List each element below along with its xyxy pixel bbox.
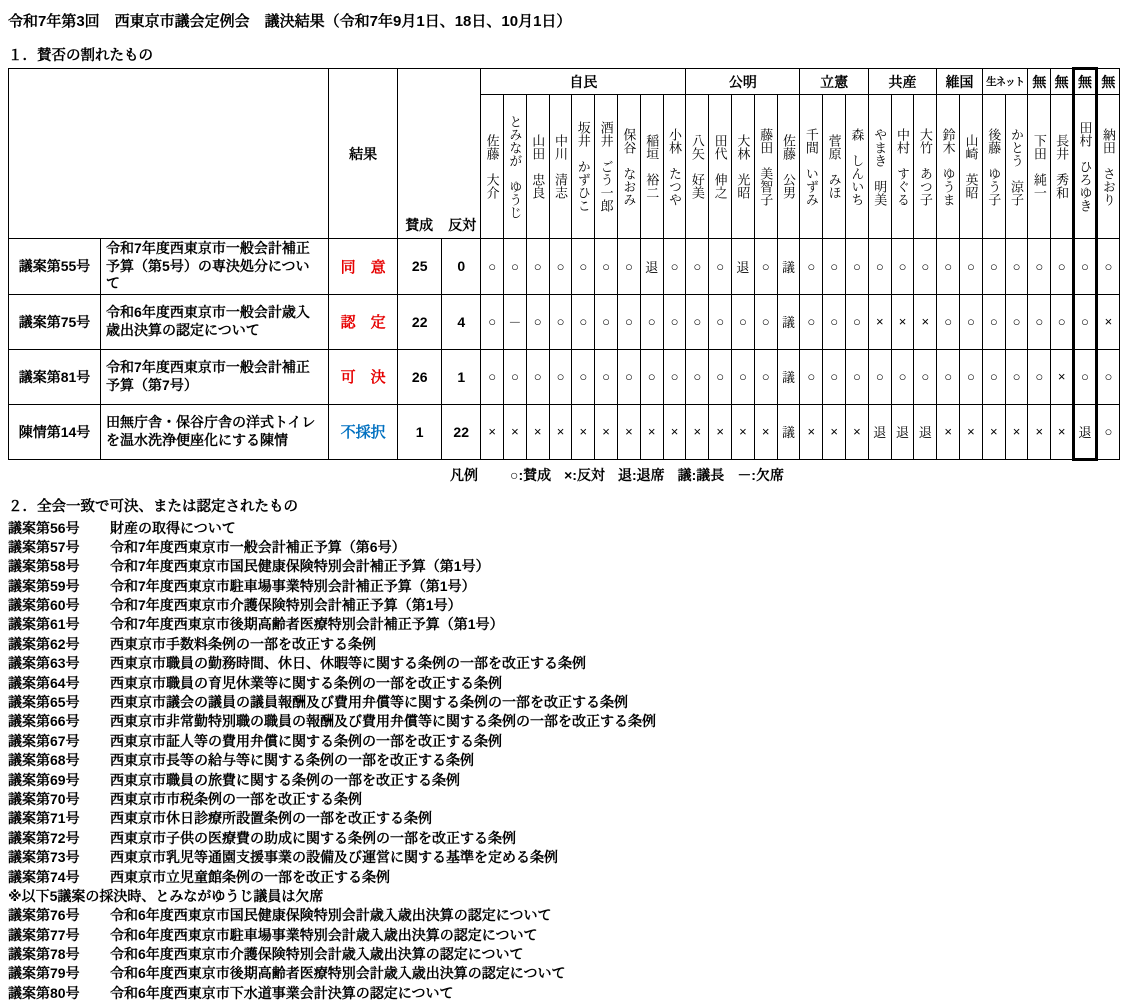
member-name: 稲垣 裕二 <box>645 134 658 199</box>
vote-mark: ○ <box>1096 404 1119 459</box>
vote-mark: ○ <box>846 349 869 404</box>
section2-item-title: 財産の取得について <box>110 519 236 538</box>
member-name-cell <box>595 95 618 239</box>
vote-mark: ○ <box>686 349 709 404</box>
section2-item <box>8 906 1120 925</box>
party-group-header: 生ネット <box>982 69 1028 95</box>
vote-mark: ○ <box>823 239 846 295</box>
vote-mark: ○ <box>754 239 777 295</box>
section2-item-number: 議案第63号 <box>8 654 110 673</box>
section1-heading: １．賛否の割れたもの <box>8 44 1120 65</box>
section2-item-title: 令和6年度西東京市駐車場事業特別会計歳入歳出決算の認定について <box>110 926 538 945</box>
party-group-header: 自民 <box>481 69 686 95</box>
vote-mark: ○ <box>960 349 983 404</box>
vote-mark: 議 <box>777 294 800 349</box>
vote-mark: 議 <box>777 349 800 404</box>
vote-mark: × <box>1051 404 1074 459</box>
section2-item <box>8 557 1120 576</box>
vote-mark: ○ <box>663 294 686 349</box>
vote-mark: ○ <box>1028 239 1051 295</box>
vote-mark: ○ <box>640 294 663 349</box>
member-name: 後藤 ゆう子 <box>987 128 1000 206</box>
section2-item-title: 西東京市乳児等通園支援事業の設備及び運営に関する基準を定める条例 <box>110 848 558 867</box>
section2-item-number: 議案第80号 <box>8 984 110 1003</box>
section2-item-number: 議案第77号 <box>8 926 110 945</box>
vote-mark: × <box>709 404 732 459</box>
vote-mark: ○ <box>686 294 709 349</box>
bill-title: 令和7年度西東京市一般会計補正予算（第5号）の専決処分について <box>101 239 329 295</box>
table-corner-blank <box>9 69 329 239</box>
section2-item <box>8 519 1120 538</box>
section2-item-number: 議案第72号 <box>8 829 110 848</box>
vote-mark: ○ <box>1096 239 1119 295</box>
legend-items <box>510 467 797 483</box>
member-name-cell <box>937 95 960 239</box>
member-name: 鈴木 ゆうま <box>942 128 955 206</box>
member-name: 菅原 みほ <box>828 134 841 199</box>
vote-mark: ○ <box>1074 349 1097 404</box>
vote-mark: ○ <box>800 294 823 349</box>
vote-mark: ○ <box>481 239 504 295</box>
vote-mark: × <box>800 404 823 459</box>
vote-mark: × <box>732 404 755 459</box>
section2-item <box>8 829 1120 848</box>
vote-mark: ○ <box>663 349 686 404</box>
party-group-header: 無 <box>1096 69 1119 95</box>
party-group-header: 無 <box>1028 69 1051 95</box>
legend-label: 凡例 <box>450 467 478 483</box>
section2-item-title: 令和6年度西東京市国民健康保険特別会計歳入歳出決算の認定について <box>110 906 552 925</box>
member-name-cell <box>686 95 709 239</box>
member-name-cell <box>754 95 777 239</box>
vote-mark: ○ <box>1096 349 1119 404</box>
vote-mark: ○ <box>686 239 709 295</box>
vote-mark: ○ <box>800 239 823 295</box>
section2-item-number: 議案第58号 <box>8 557 110 576</box>
vote-mark: ○ <box>846 294 869 349</box>
vote-mark: ○ <box>800 349 823 404</box>
section2-item-title: 令和6年度西東京市後期高齢者医療特別会計歳入歳出決算の認定について <box>110 964 566 983</box>
vote-mark: × <box>937 404 960 459</box>
vote-mark: ○ <box>732 349 755 404</box>
section2-item <box>8 596 1120 615</box>
section2-item-number: 議案第71号 <box>8 809 110 828</box>
party-group-header: 共産 <box>868 69 936 95</box>
member-name-cell <box>960 95 983 239</box>
vote-mark: × <box>1028 404 1051 459</box>
member-name: 酒井 ごう一郎 <box>600 121 613 212</box>
oppose-count: 4 <box>442 294 481 349</box>
member-name-cell <box>846 95 869 239</box>
vote-mark: ○ <box>914 239 937 295</box>
vote-mark: ○ <box>1074 239 1097 295</box>
section2-item-number: 議案第67号 <box>8 732 110 751</box>
member-name: 佐藤 大介 <box>486 134 499 199</box>
section2-item-title: 西東京市非常勤特別職の職員の報酬及び費用弁償等に関する条例の一部を改正する条例 <box>110 712 656 731</box>
vote-mark: × <box>663 404 686 459</box>
vote-mark: ○ <box>868 349 891 404</box>
vote-mark: ○ <box>640 349 663 404</box>
section2-item-title: 令和7年度西東京市一般会計補正予算（第6号） <box>110 538 406 557</box>
member-name-cell <box>800 95 823 239</box>
member-name-cell <box>709 95 732 239</box>
section2-item-title: 西東京市証人等の費用弁償に関する条例の一部を改正する条例 <box>110 732 502 751</box>
member-name-cell <box>777 95 800 239</box>
result-value: 可 決 <box>329 349 398 404</box>
vote-mark: ○ <box>504 349 527 404</box>
section2-item-number: 議案第78号 <box>8 945 110 964</box>
section2-item-number: 議案第76号 <box>8 906 110 925</box>
vote-mark: ○ <box>914 349 937 404</box>
section2-item-title: 令和7年度西東京市介護保険特別会計補正予算（第1号） <box>110 596 462 615</box>
vote-mark: ○ <box>754 294 777 349</box>
vote-mark: × <box>754 404 777 459</box>
member-name: 長井 秀和 <box>1055 134 1068 199</box>
member-name: 小林 たつや <box>668 128 681 206</box>
member-name: やまき 明美 <box>873 128 886 206</box>
vote-mark: ○ <box>846 239 869 295</box>
member-name-cell <box>982 95 1005 239</box>
vote-mark: ○ <box>1051 294 1074 349</box>
member-name: 中村 すぐる <box>896 128 909 206</box>
vote-mark: ○ <box>481 349 504 404</box>
member-name-cell <box>732 95 755 239</box>
member-name-cell <box>1096 95 1119 239</box>
vote-legend <box>450 465 1120 485</box>
member-name: 下田 純一 <box>1033 134 1046 199</box>
bill-title: 令和6年度西東京市一般会計歳入歳出決算の認定について <box>101 294 329 349</box>
member-name: 八矢 好美 <box>691 134 704 199</box>
bill-number: 議案第75号 <box>9 294 101 349</box>
section2-item-number: 議案第70号 <box>8 790 110 809</box>
section2-note: ※以下5議案の採決時、とみながゆうじ議員は欠席 <box>8 887 1120 906</box>
vote-mark: ○ <box>823 349 846 404</box>
member-name: 佐藤 公男 <box>782 134 795 199</box>
member-name: 保谷 なおみ <box>622 128 635 206</box>
vote-mark: － <box>504 294 527 349</box>
vote-mark: × <box>891 294 914 349</box>
member-name-cell <box>1074 95 1097 239</box>
section2-item-title: 令和6年度西東京市介護保険特別会計歳入歳出決算の認定について <box>110 945 524 964</box>
approve-count: 25 <box>398 239 442 295</box>
section2-item-title: 西東京市長等の給与等に関する条例の一部を改正する条例 <box>110 751 474 770</box>
vote-mark: ○ <box>960 239 983 295</box>
member-name-cell <box>1028 95 1051 239</box>
member-name-cell <box>549 95 572 239</box>
vote-mark: × <box>481 404 504 459</box>
vote-mark: ○ <box>891 239 914 295</box>
table-row <box>9 349 1120 404</box>
vote-mark: 退 <box>868 404 891 459</box>
vote-mark: ○ <box>1005 294 1028 349</box>
section2-item <box>8 771 1120 790</box>
vote-mark: 退 <box>891 404 914 459</box>
vote-mark: ○ <box>1028 294 1051 349</box>
section2-item-number: 議案第57号 <box>8 538 110 557</box>
table-row <box>9 294 1120 349</box>
bill-number: 陳情第14号 <box>9 404 101 459</box>
bill-title: 田無庁舎・保谷庁舎の洋式トイレを温水洗浄便座化にする陳情 <box>101 404 329 459</box>
section2-item <box>8 790 1120 809</box>
table-row <box>9 239 1120 295</box>
section2-item <box>8 809 1120 828</box>
vote-mark: × <box>572 404 595 459</box>
section2-item-title: 西東京市職員の勤務時間、休日、休暇等に関する条例の一部を改正する条例 <box>110 654 586 673</box>
section2-item <box>8 693 1120 712</box>
vote-mark: ○ <box>549 239 572 295</box>
section2-item-number: 議案第56号 <box>8 519 110 538</box>
vote-mark: ○ <box>960 294 983 349</box>
vote-mark: 退 <box>1074 404 1097 459</box>
vote-mark: ○ <box>1005 349 1028 404</box>
section2-item <box>8 577 1120 596</box>
member-name-cell <box>572 95 595 239</box>
vote-mark: ○ <box>937 239 960 295</box>
bill-title: 令和7年度西東京市一般会計補正予算（第7号） <box>101 349 329 404</box>
member-name: 山田 忠良 <box>531 134 544 199</box>
vote-mark: 議 <box>777 404 800 459</box>
legend-item: －:欠席 <box>737 467 784 483</box>
section2-item-title: 西東京市市税条例の一部を改正する条例 <box>110 790 362 809</box>
vote-mark: ○ <box>1051 239 1074 295</box>
approve-count: 22 <box>398 294 442 349</box>
section2-item-title: 西東京市子供の医療費の助成に関する条例の一部を改正する条例 <box>110 829 516 848</box>
section2-list <box>8 519 1120 1003</box>
vote-mark: ○ <box>481 294 504 349</box>
section2-item-number: 議案第59号 <box>8 577 110 596</box>
vote-mark: × <box>595 404 618 459</box>
vote-mark: ○ <box>754 349 777 404</box>
vote-table <box>8 67 1120 461</box>
section2-item-number: 議案第74号 <box>8 868 110 887</box>
member-name-cell <box>1051 95 1074 239</box>
section2-item <box>8 674 1120 693</box>
member-name: 千間 いずみ <box>805 128 818 206</box>
bill-number: 議案第81号 <box>9 349 101 404</box>
legend-item: ○:賛成 <box>510 467 551 483</box>
vote-mark: ○ <box>618 294 641 349</box>
section2-item <box>8 945 1120 964</box>
member-name: 大竹 あつ子 <box>919 128 932 206</box>
vote-mark: ○ <box>549 294 572 349</box>
legend-item: ×:反対 <box>564 467 605 483</box>
table-row <box>9 404 1120 459</box>
vote-mark: ○ <box>595 349 618 404</box>
vote-mark: 議 <box>777 239 800 295</box>
result-value: 不採択 <box>329 404 398 459</box>
legend-item: 退:退席 <box>618 467 665 483</box>
member-name: 坂井 かずひこ <box>577 121 590 212</box>
member-name: 田村 ひろゆき <box>1078 121 1091 212</box>
section2-item-number: 議案第66号 <box>8 712 110 731</box>
approve-count: 26 <box>398 349 442 404</box>
vote-mark: ○ <box>823 294 846 349</box>
section2-item <box>8 635 1120 654</box>
vote-mark: ○ <box>572 294 595 349</box>
vote-mark: ○ <box>663 239 686 295</box>
member-name-cell <box>663 95 686 239</box>
vote-mark: ○ <box>595 239 618 295</box>
approve-header-label: 賛成 <box>405 215 433 235</box>
member-name: 納田 さおり <box>1102 128 1115 206</box>
section2-item <box>8 868 1120 887</box>
party-group-header: 無 <box>1051 69 1074 95</box>
member-name: 森 しんいち <box>850 128 863 206</box>
section2-item <box>8 926 1120 945</box>
vote-mark: ○ <box>504 239 527 295</box>
vote-mark: × <box>686 404 709 459</box>
section2-item-title: 西東京市職員の旅費に関する条例の一部を改正する条例 <box>110 771 460 790</box>
section2-item <box>8 964 1120 983</box>
oppose-count: 0 <box>442 239 481 295</box>
vote-mark: × <box>618 404 641 459</box>
member-name-cell <box>526 95 549 239</box>
member-name: かとう 涼子 <box>1010 128 1023 206</box>
vote-mark: ○ <box>937 349 960 404</box>
member-name-cell <box>481 95 504 239</box>
member-name-cell <box>618 95 641 239</box>
member-name-cell <box>914 95 937 239</box>
section2-item <box>8 538 1120 557</box>
result-value: 同 意 <box>329 239 398 295</box>
vote-mark: × <box>640 404 663 459</box>
oppose-count: 22 <box>442 404 481 459</box>
section2 <box>8 495 1120 1003</box>
vote-mark: 退 <box>914 404 937 459</box>
section2-item-title: 令和6年度西東京市下水道事業会計決算の認定について <box>110 984 454 1003</box>
section2-item-title: 西東京市職員の育児休業等に関する条例の一部を改正する条例 <box>110 674 502 693</box>
oppose-header-label: 反対 <box>448 215 476 235</box>
bill-number: 議案第55号 <box>9 239 101 295</box>
member-name: とみなが ゆうじ <box>508 115 521 219</box>
vote-mark: ○ <box>709 239 732 295</box>
vote-mark: ○ <box>868 239 891 295</box>
member-name-cell <box>1005 95 1028 239</box>
section2-item-number: 議案第65号 <box>8 693 110 712</box>
section2-item <box>8 751 1120 770</box>
section2-item-title: 令和7年度西東京市後期高齢者医療特別会計補正予算（第1号） <box>110 615 504 634</box>
section2-item-number: 議案第60号 <box>8 596 110 615</box>
member-name: 大林 光昭 <box>736 134 749 199</box>
section2-item-number: 議案第69号 <box>8 771 110 790</box>
vote-mark: ○ <box>1005 239 1028 295</box>
approve-count: 1 <box>398 404 442 459</box>
section2-item <box>8 712 1120 731</box>
document-title: 令和7年第3回 西東京市議会定例会 議決結果（令和7年9月1日、18日、10月1日） <box>8 10 1120 31</box>
vote-mark: × <box>914 294 937 349</box>
vote-mark: 退 <box>640 239 663 295</box>
vote-mark: ○ <box>618 349 641 404</box>
vote-mark: ○ <box>572 349 595 404</box>
section2-item <box>8 732 1120 751</box>
vote-mark: × <box>504 404 527 459</box>
member-name-cell <box>891 95 914 239</box>
vote-mark: 退 <box>732 239 755 295</box>
vote-mark: ○ <box>709 294 732 349</box>
section2-item <box>8 984 1120 1003</box>
vote-mark: × <box>1096 294 1119 349</box>
member-name-cell <box>504 95 527 239</box>
vote-mark: × <box>1005 404 1028 459</box>
member-name-cell <box>640 95 663 239</box>
section2-item <box>8 654 1120 673</box>
member-name: 中川 清志 <box>554 134 567 199</box>
vote-mark: × <box>868 294 891 349</box>
party-group-header: 無 <box>1074 69 1097 95</box>
member-name: 藤田 美智子 <box>759 128 772 206</box>
result-value: 認 定 <box>329 294 398 349</box>
party-group-header: 維国 <box>937 69 983 95</box>
vote-mark: ○ <box>982 239 1005 295</box>
vote-mark: × <box>960 404 983 459</box>
vote-mark: ○ <box>1074 294 1097 349</box>
vote-mark: ○ <box>549 349 572 404</box>
vote-mark: ○ <box>709 349 732 404</box>
section2-item-number: 議案第61号 <box>8 615 110 634</box>
member-name: 山崎 英昭 <box>964 134 977 199</box>
legend-item: 議:議長 <box>678 467 725 483</box>
vote-mark: × <box>549 404 572 459</box>
member-name: 田代 伸之 <box>714 134 727 199</box>
section2-item <box>8 615 1120 634</box>
vote-mark: ○ <box>937 294 960 349</box>
vote-mark: ○ <box>572 239 595 295</box>
section2-item-number: 議案第64号 <box>8 674 110 693</box>
section2-item-title: 西東京市立児童館条例の一部を改正する条例 <box>110 868 390 887</box>
vote-mark: × <box>823 404 846 459</box>
vote-mark: ○ <box>1028 349 1051 404</box>
vote-mark: × <box>846 404 869 459</box>
oppose-count: 1 <box>442 349 481 404</box>
vote-mark: ○ <box>526 239 549 295</box>
section2-item-number: 議案第68号 <box>8 751 110 770</box>
section2-item-title: 西東京市休日診療所設置条例の一部を改正する条例 <box>110 809 432 828</box>
section2-heading: ２．全会一致で可決、または認定されたもの <box>8 495 1120 516</box>
vote-mark: ○ <box>526 294 549 349</box>
section2-item-title: 令和7年度西東京市国民健康保険特別会計補正予算（第1号） <box>110 557 490 576</box>
vote-mark: × <box>1051 349 1074 404</box>
vote-mark: ○ <box>982 294 1005 349</box>
vote-mark: ○ <box>526 349 549 404</box>
approve-oppose-header <box>398 69 481 239</box>
section2-item-number: 議案第79号 <box>8 964 110 983</box>
member-name-cell <box>868 95 891 239</box>
section2-item-title: 西東京市議会の議員の議員報酬及び費用弁償等に関する条例の一部を改正する条例 <box>110 693 628 712</box>
vote-mark: ○ <box>982 349 1005 404</box>
vote-mark: ○ <box>618 239 641 295</box>
result-column-header: 結果 <box>329 69 398 239</box>
section2-item-title: 西東京市手数料条例の一部を改正する条例 <box>110 635 376 654</box>
vote-mark: × <box>982 404 1005 459</box>
section2-item-title: 令和7年度西東京市駐車場事業特別会計補正予算（第1号） <box>110 577 476 596</box>
party-group-header: 立憲 <box>800 69 868 95</box>
section2-item-number: 議案第73号 <box>8 848 110 867</box>
section2-item-number: 議案第62号 <box>8 635 110 654</box>
section2-item <box>8 848 1120 867</box>
vote-mark: ○ <box>891 349 914 404</box>
member-name-cell <box>823 95 846 239</box>
party-group-header: 公明 <box>686 69 800 95</box>
vote-mark: ○ <box>595 294 618 349</box>
vote-mark: × <box>526 404 549 459</box>
vote-mark: ○ <box>732 294 755 349</box>
